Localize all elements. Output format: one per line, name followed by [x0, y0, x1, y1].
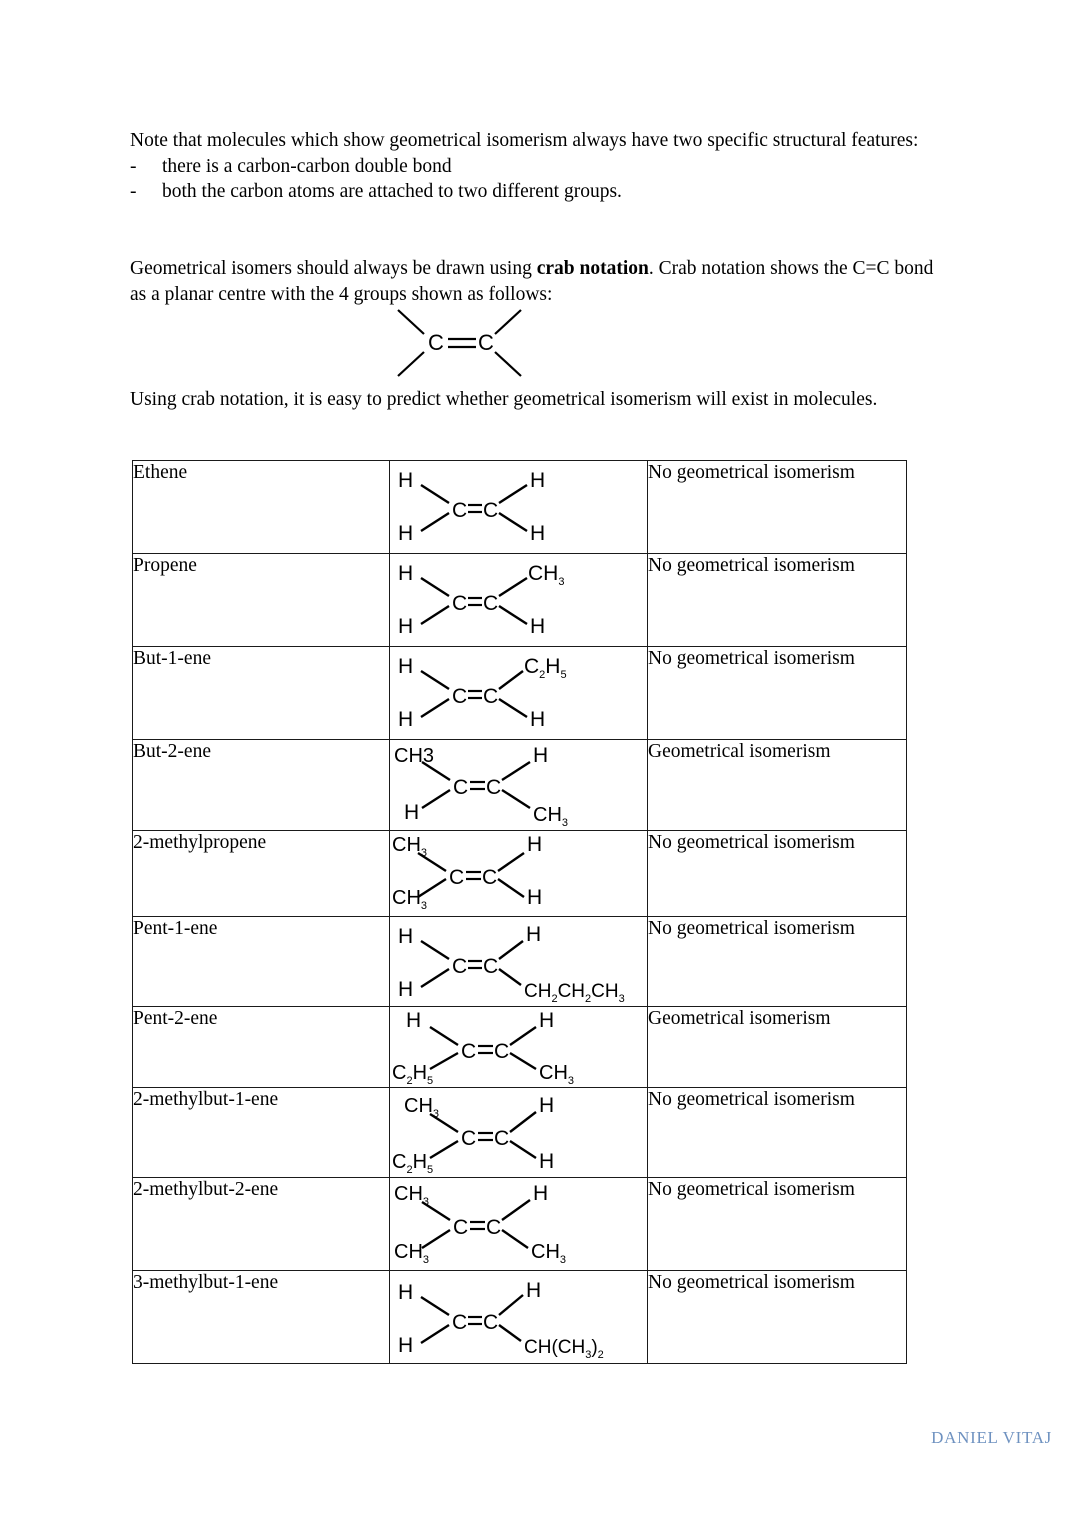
crab-paragraph-lead: Geometrical isomers should always be drawn using [130, 258, 537, 279]
closing-paragraph: Using crab notation, it is easy to predict whether geometrical isomerism will exist in molecules. [130, 389, 878, 410]
substituent-bottom-right: $CH_3$ [531, 1241, 567, 1266]
right-carbon-label: C [483, 955, 499, 978]
substituent-top-left: $CH_3$ [392, 834, 428, 859]
isomerism-result-cell: Geometrical isomerism [648, 1007, 907, 1088]
left-carbon-label: C [453, 776, 469, 799]
substituent-bottom-left: H [398, 615, 414, 638]
table-row [133, 831, 907, 917]
right-carbon-label: C [494, 1040, 510, 1063]
substituent-bottom-right: H [527, 886, 543, 909]
substituent-top-right: H [533, 744, 549, 767]
table-row [133, 647, 907, 740]
substituent-top-right: H [526, 1279, 542, 1302]
right-carbon-label: C [483, 1311, 499, 1334]
subscript: 3 [559, 1254, 567, 1266]
left-carbon-label: C [452, 685, 468, 708]
molecule-name-cell: But-1-ene [133, 647, 390, 740]
substituent-top-right: H [530, 469, 546, 492]
subscript: 3 [420, 900, 428, 912]
molecule-structure-cell [390, 461, 648, 554]
crab-notation-diagram [392, 306, 527, 380]
isomerism-result-cell: No geometrical isomerism [648, 831, 907, 917]
molecule-structure-cell [390, 1007, 648, 1088]
molecule-structure-cell [390, 647, 648, 740]
substituent-top-left: H [398, 925, 414, 948]
substituent-top-left: H [398, 562, 414, 585]
table-row [133, 1007, 907, 1088]
substituent-bottom-left: H [404, 801, 420, 824]
substituent-top-left: CH3 [394, 745, 435, 767]
right-carbon-label: C [486, 1216, 502, 1239]
right-carbon-label: C [483, 592, 499, 615]
subscript: 3 [432, 1108, 440, 1120]
molecule-name-cell: Propene [133, 554, 390, 647]
crab-paragraph-tail: . Crab notation shows the C=C bond as a planar centre with the 4 groups shown as follows: [130, 258, 934, 305]
right-carbon-label: C [486, 776, 502, 799]
isomerism-result-cell: No geometrical isomerism [648, 1178, 907, 1271]
footer-watermark: DANIEL VITAJ [931, 1428, 1052, 1447]
bullet-dash-icon: - [130, 155, 137, 177]
substituent-top-right: H [533, 1182, 549, 1205]
left-carbon-label: C [452, 592, 468, 615]
substituent-bottom-left: $C_2H_5$ [392, 1062, 434, 1086]
left-carbon-label: C [461, 1127, 477, 1150]
structure-diagram-2-methylpropene [390, 831, 647, 915]
molecule-structure-cell [390, 1271, 648, 1364]
molecule-name-cell: Pent-2-ene [133, 1007, 390, 1088]
substituent-bottom-right: H [539, 1150, 555, 1173]
substituent-bottom-left: H [398, 1334, 414, 1357]
subscript: 2 [539, 669, 546, 681]
substituent-bottom-right: $CH(CH_3)_2$ [524, 1337, 604, 1361]
subscript: 3 [422, 1196, 430, 1208]
substituent-top-right: H [539, 1094, 555, 1117]
isomerism-result-cell: No geometrical isomerism [648, 917, 907, 1007]
substituent-top-right: H [526, 923, 542, 946]
intro-paragraph [130, 128, 940, 205]
molecule-name-cell: 2-methylbut-2-ene [133, 1178, 390, 1271]
molecule-name-cell: Pent-1-ene [133, 917, 390, 1007]
structure-diagram-pent-2-ene [390, 1007, 647, 1086]
substituent-top-right: H [527, 833, 543, 856]
table-row [133, 554, 907, 647]
substituent-bottom-right: H [530, 615, 546, 638]
table-row [133, 461, 907, 554]
substituent-top-left: H [398, 1281, 414, 1304]
substituent-bottom-left: H [398, 522, 414, 545]
molecule-structure-cell [390, 1088, 648, 1178]
molecule-structure-cell [390, 917, 648, 1007]
substituent-bottom-left: $CH_3$ [392, 887, 428, 912]
crab-right-carbon-label: C [478, 330, 494, 355]
bullet-dash-icon: - [130, 181, 137, 202]
structure-diagram-but-2-ene [390, 740, 647, 828]
intro-bullet-1-text: there is a carbon-carbon double bond [162, 155, 452, 177]
substituent-bottom-right: H [530, 708, 546, 731]
molecule-name-cell: 3-methylbut-1-ene [133, 1271, 390, 1364]
left-carbon-label: C [453, 1216, 469, 1239]
left-carbon-label: C [449, 866, 465, 889]
substituent-bottom-right: $CH_2CH_2CH_3$ [524, 981, 625, 1005]
intro-bullet-2 [130, 179, 940, 205]
substituent-top-right: $C_2H_5$ [524, 655, 567, 681]
intro-bullet-1 [130, 154, 940, 180]
molecule-name-cell: Ethene [133, 461, 390, 554]
molecule-name-cell: But-2-ene [133, 740, 390, 831]
substituent-top-right: H [539, 1009, 555, 1032]
isomerism-result-cell: No geometrical isomerism [648, 461, 907, 554]
structure-diagram-3-methylbut-1-ene [390, 1271, 647, 1361]
structure-diagram-propene [390, 554, 647, 644]
molecule-structure-cell [390, 554, 648, 647]
structure-diagram-2-methylbut-1-ene [390, 1088, 647, 1176]
molecule-structure-cell [390, 740, 648, 831]
right-carbon-label: C [483, 499, 499, 522]
molecule-name-cell: 2-methylpropene [133, 831, 390, 917]
structure-diagram-pent-1-ene [390, 917, 647, 1005]
molecule-name-cell: 2-methylbut-1-ene [133, 1088, 390, 1178]
substituent-bottom-right: $CH_3$ [539, 1062, 575, 1086]
subscript: 5 [560, 669, 567, 681]
table-row [133, 1271, 907, 1364]
molecule-structure-cell [390, 831, 648, 917]
left-carbon-label: C [452, 1311, 468, 1334]
table-row [133, 740, 907, 831]
substituent-top-left: H [398, 655, 414, 678]
substituent-top-left: $CH_3$ [404, 1095, 440, 1120]
structure-diagram-2-methylbut-2-ene [390, 1178, 647, 1268]
isomerism-result-cell: No geometrical isomerism [648, 647, 907, 740]
table-row [133, 1088, 907, 1178]
substituent-bottom-right: H [530, 522, 546, 545]
substituent-bottom-right: $CH_3$ [533, 804, 569, 828]
substituent-bottom-left: $CH_3$ [394, 1241, 430, 1266]
substituent-top-left: $CH_3$ [394, 1183, 430, 1208]
isomerism-table [132, 460, 907, 1364]
substituent-top-right: $CH_3$ [528, 562, 565, 588]
left-carbon-label: C [461, 1040, 477, 1063]
substituent-top-left: H [406, 1009, 422, 1032]
crab-notation-bold: crab notation [536, 258, 649, 279]
substituent-bottom-left: H [398, 708, 414, 731]
substituent-bottom-left: H [398, 978, 414, 1001]
left-carbon-label: C [452, 499, 468, 522]
isomerism-result-cell: No geometrical isomerism [648, 1271, 907, 1364]
isomerism-result-cell: No geometrical isomerism [648, 1088, 907, 1178]
intro-line-1: Note that molecules which show geometrical isomerism always have two specific structural features: [130, 130, 919, 151]
right-carbon-label: C [494, 1127, 510, 1150]
subscript: 3 [420, 847, 428, 859]
subscript: 3 [561, 817, 569, 828]
crab-notation-paragraph [130, 256, 940, 307]
structure-diagram-but-1-ene [390, 647, 647, 737]
table-row [133, 917, 907, 1007]
crab-left-carbon-label: C [428, 330, 444, 355]
subscript: 3 [567, 1075, 575, 1086]
substituent-top-left: H [398, 469, 414, 492]
intro-bullet-2-text: both the carbon atoms are attached to two different groups. [162, 181, 622, 202]
subscript: 3 [558, 576, 565, 588]
right-carbon-label: C [482, 866, 498, 889]
molecule-structure-cell [390, 1178, 648, 1271]
isomerism-table-body [133, 461, 907, 1364]
left-carbon-label: C [452, 955, 468, 978]
structure-diagram-ethene [390, 461, 647, 551]
table-row [133, 1178, 907, 1271]
isomerism-result-cell: Geometrical isomerism [648, 740, 907, 831]
subscript: 3 [422, 1254, 430, 1266]
substituent-bottom-left: $C_2H_5$ [392, 1151, 434, 1176]
isomerism-result-cell: No geometrical isomerism [648, 554, 907, 647]
right-carbon-label: C [483, 685, 499, 708]
